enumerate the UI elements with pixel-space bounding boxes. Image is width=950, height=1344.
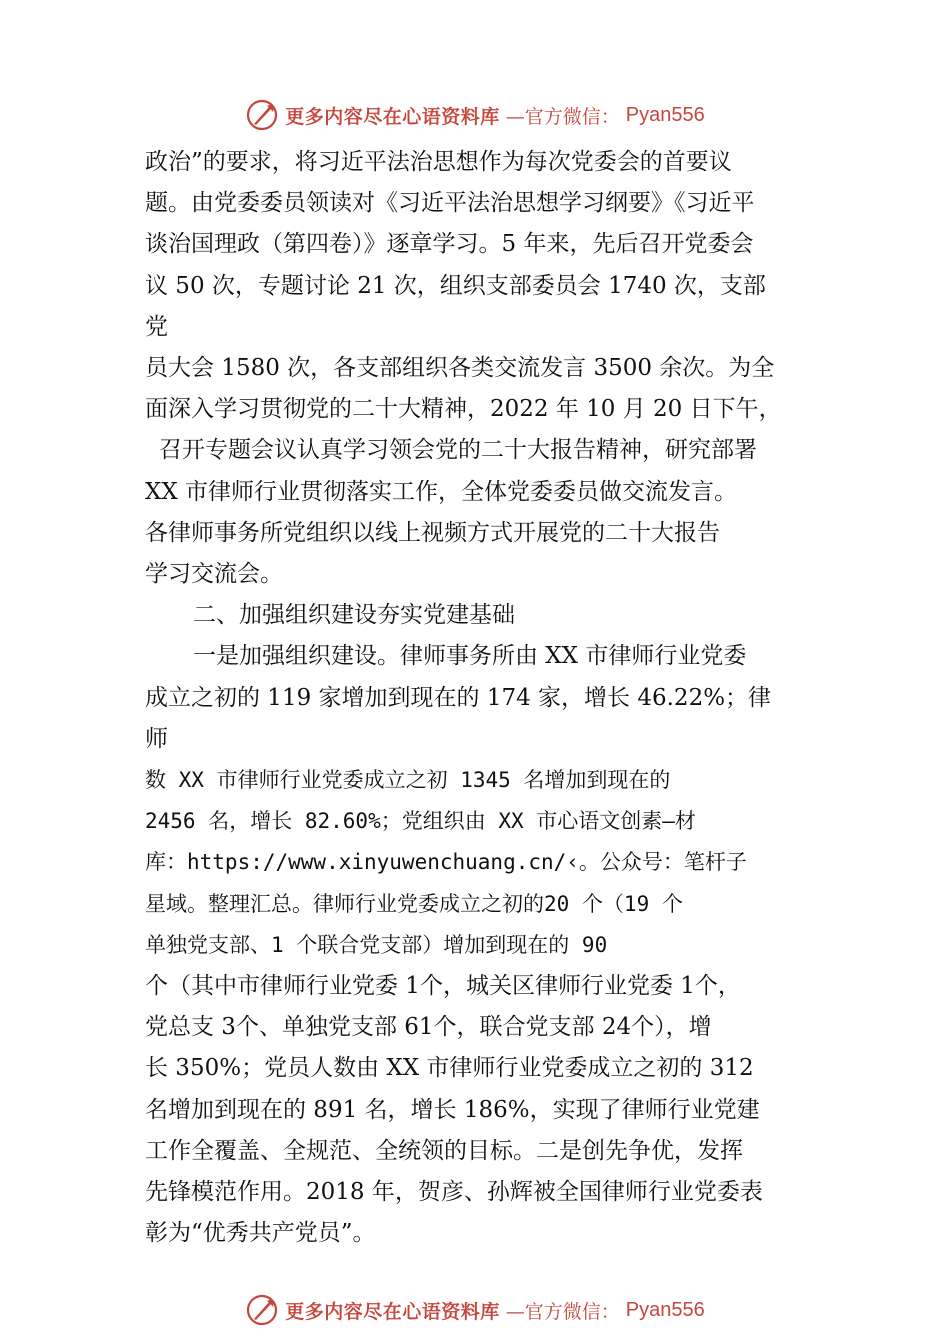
footer-watermark [0, 1290, 950, 1330]
footer-wechat-label: —官方微信： [505, 1300, 620, 1323]
body-line: 星域。整理汇总。律师行业党委成立之初的20 个（19 个 [145, 891, 683, 916]
document-body [145, 142, 825, 1254]
body-line: 数 XX 市律师行业党委成立之初 1345 名增加到现在的 [145, 768, 671, 793]
body-line: 学习交流会。 [145, 561, 283, 588]
body-line: 工作全覆盖、全规范、全统领的目标。二是创先争优，发挥 [145, 1137, 743, 1164]
body-line: 库：https://www.xinyuwenchuang.cn/‹。公众号：笔杆子 [145, 850, 747, 875]
header-wechat-id: Pyan556 [625, 103, 705, 126]
body-line: 成立之初的 119 家增加到现在的 174 家，增长 46.22%；律 [145, 684, 772, 711]
body-line: 党 [145, 313, 168, 340]
body-line: 彰为“优秀共产党员”。 [145, 1220, 376, 1247]
body-line: 政治”的要求，将习近平法治思想作为每次党委会的首要议 [145, 149, 732, 175]
footer-wechat-id: Pyan556 [625, 1298, 705, 1321]
body-line: 长 350%；党员人数由 XX 市律师行业党委成立之初的 312 [145, 1055, 754, 1082]
quill-pen-icon [245, 98, 279, 132]
body-line: 一是加强组织建设。律师事务所由 XX 市律师行业党委 [193, 643, 747, 670]
body-line: 2456 名，增长 82.60%；党组织由 XX 市心语文创素—材 [145, 809, 696, 834]
body-line: 单独党支部、1 个联合党支部）增加到现在的 90 [145, 932, 608, 957]
header-wechat-label: —官方微信： [505, 105, 620, 128]
body-line: 员大会 1580 次，各支部组织各类交流发言 3500 余次。为全 [145, 355, 775, 382]
section-heading: 二、加强组织建设夯实党建基础 [193, 602, 515, 629]
body-line: 面深入学习贯彻党的二十大精神，2022 年 10 月 20 日下午， [145, 396, 782, 423]
header-watermark [0, 95, 950, 135]
body-line: 师 [145, 725, 168, 752]
header-brand-text: 更多内容尽在心语资料库 [285, 105, 500, 128]
body-line: 题。由党委委员领读对《习近平法治思想学习纲要》《习近平 [145, 190, 755, 217]
footer-brand-text: 更多内容尽在心语资料库 [285, 1300, 500, 1323]
quill-pen-icon [245, 1293, 279, 1327]
body-line: XX 市律师行业贯彻落实工作，全体党委委员做交流发言。 [145, 478, 738, 505]
body-line: 个（其中市律师行业党委 1个，城关区律师行业党委 1个， [145, 973, 741, 1000]
body-line: 召开专题会议认真学习领会党的二十大报告精神，研究部署 [159, 437, 757, 464]
body-line: 名增加到现在的 891 名，增长 186%，实现了律师行业党建 [145, 1096, 760, 1123]
body-line: 谈治国理政（第四卷）》逐章学习。5 年来，先后召开党委会 [145, 231, 754, 258]
body-line: 党总支 3个、单独党支部 61个，联合党支部 24个），增 [145, 1014, 712, 1041]
body-line: 各律师事务所党组织以线上视频方式开展党的二十大报告 [145, 519, 720, 546]
body-line: 先锋模范作用。2018 年，贺彦、孙辉被全国律师行业党委表 [145, 1179, 763, 1206]
body-line: 议 50 次，专题讨论 21 次，组织支部委员会 1740 次，支部 [145, 272, 766, 299]
